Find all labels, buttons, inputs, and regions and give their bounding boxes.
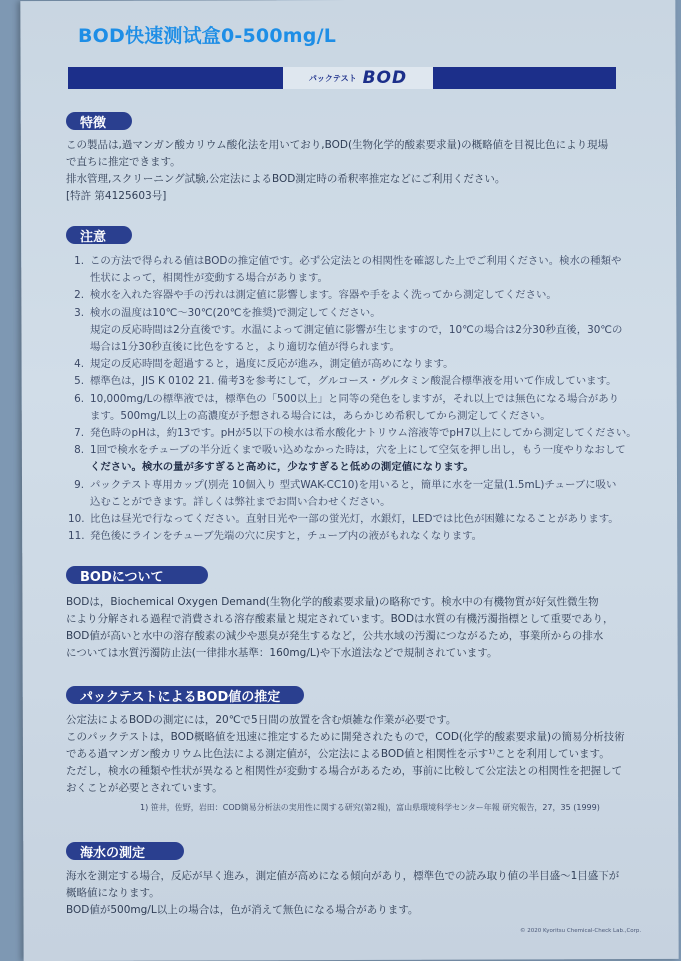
seawater-heading: 海水の測定 (66, 842, 184, 860)
about-line: BOD値が高いと水中の溶存酸素の減少や悪臭が発生するなど，公共水域の汚濁につながるため，事業所からの排水 (66, 630, 604, 642)
banner-subtitle: パックテスト (308, 73, 357, 83)
features-text (66, 137, 631, 205)
estimation-line: おくことが必要とされています。 (66, 782, 223, 794)
caution-item: 5. 標準色は，JIS K 0102 21. 備考3を参考にして，グルコース・グルタミン酸混合標準液を用いて作成しています。 (74, 375, 617, 388)
product-banner (68, 67, 616, 89)
caution-item: 7. 発色時のpHは，約13です。pHが5以下の検水は希水酸化ナトリウム溶液等でpH7以上にしてから測定してください。 (74, 427, 637, 440)
estimation-line: ただし，検水の種類や性状が異なると相関性が変動する場合があるため，事前に比較して公定法との相関性を把握して (66, 765, 623, 777)
caution-item: 9. パックテスト専用カップ(別売 10個入り 型式WAK-CC10)を用いると，簡単に水を一定量(1.5mL)チューブに吸い 込むことができます。詳しくは弊社までお問い合わせください。 (74, 478, 617, 508)
estimation-line: このパックテストは，BOD概略値を迅速に推定するために開発されたもので，COD(化学的酸素要求量)の簡易分析技術 (66, 731, 625, 743)
banner-title: BOD (362, 68, 408, 88)
caution-item: 10. 比色は昼光で行なってください。直射日光や一部の蛍光灯，水銀灯，LEDでは比色が困難になることがあります。 (68, 513, 619, 526)
banner-label (283, 67, 433, 89)
estimation-line: である過マンガン酸カリウム比色法による測定値が，公定法によるBOD値と相関性を示す¹⁾ことを利用しています。 (66, 748, 610, 760)
caution-item: 11. 発色後にラインをチューブ先端の穴に戻すと，チューブ内の液がもれなくなります。 (68, 530, 483, 543)
footnote: 1) 笹井，佐野，岩田：COD簡易分析法の実用性に関する研究(第2報)，富山県環境科学センター年報 研究報告，27，35 (1999) (140, 803, 600, 812)
estimation-text (66, 712, 631, 797)
copyright-notice: © 2020 Kyoritsu Chemical-Check Lab.,Corp. (520, 928, 642, 934)
seawater-line: 海水を測定する場合，反応が早く進み，測定値が高めになる傾向があり，標準色での読み取り値の半目盛～1目盛下が (66, 870, 620, 882)
caution-heading: 注意 (66, 226, 132, 244)
seawater-line: 概略値になります。 (66, 887, 160, 899)
about-bod-heading: BODについて (66, 566, 208, 584)
caution-item: 2. 検水を入れた容器や手の汚れは測定値に影響します。容器や手をよく洗ってから測定してください。 (74, 289, 557, 302)
overlay-title: BOD快速测试盒0-500mg/L (78, 25, 337, 47)
seawater-text (66, 868, 631, 919)
about-line: BODは，Biochemical Oxygen Demand(生物化学的酸素要求量)の略称です。検水中の有機物質が好気性微生物 (66, 596, 599, 608)
seawater-line: BOD値が500mg/L以上の場合は，色が消えて無色になる場合があります。 (66, 904, 419, 916)
features-heading: 特徴 (66, 112, 132, 130)
caution-item: 4. 規定の反応時間を超過すると，過度に反応が進み，測定値が高めになります。 (74, 358, 454, 371)
about-line: により分解される過程で消費される溶存酸素量と規定されています。BODは水質の有機汚濁指標として重要であり， (66, 613, 614, 625)
caution-item: 1. この方法で得られる値はBODの推定値です。必ず公定法との相関性を確認した上でご利用ください。検水の種類や 性状によって，相関性が変動する場合があります。 (74, 255, 622, 285)
estimation-heading: パックテストによるBOD値の推定 (66, 686, 304, 704)
about-line: については水質汚濁防止法(一律排水基準：160mg/L)や下水道法などで規制されています。 (66, 647, 498, 659)
patent-number: [特許 第4125603号] (66, 190, 167, 202)
features-line: 排水管理,スクリーニング試験,公定法によるBOD測定時の希釈率推定などにご利用ください。 (66, 173, 506, 185)
features-line: この製品は,過マンガン酸カリウム酸化法を用いており,BOD(生物化学的酸素要求量)の概略値を目視比色により現場 (66, 139, 609, 151)
features-line: で直ちに推定できます。 (66, 156, 181, 168)
about-bod-text (66, 594, 631, 662)
caution-item: 8. 1回で検水をチューブの半分近くまで吸い込めなかった時は，穴を上にして空気を押し出し，もう一度やりなおして ください。検水の量が多すぎると高めに，少なすぎると低めの測定値になります。 (74, 444, 626, 474)
estimation-line: 公定法によるBODの測定には，20℃で5日間の放置を含む煩雑な作業が必要です。 (66, 714, 457, 726)
caution-item: 3. 検水の温度は10℃～30℃(20℃を推奨)で測定してください。 規定の反応時間は2分直後です。水温によって測定値に影響が生じますので，10℃の場合は2分30秒直後，30℃の 場合は1分30秒直後に比色をすると，より適切な値が得られます。 (74, 306, 623, 354)
caution-item: 6. 10,000mg/Lの標準液では，標準色の「500以上」と同等の発色をしますが，それ以上では無色になる場合があり ます。500mg/L以上の高濃度が予想される場合には，あらかじめ希釈してから測定してください。 (74, 392, 619, 422)
caution-list (68, 253, 637, 545)
